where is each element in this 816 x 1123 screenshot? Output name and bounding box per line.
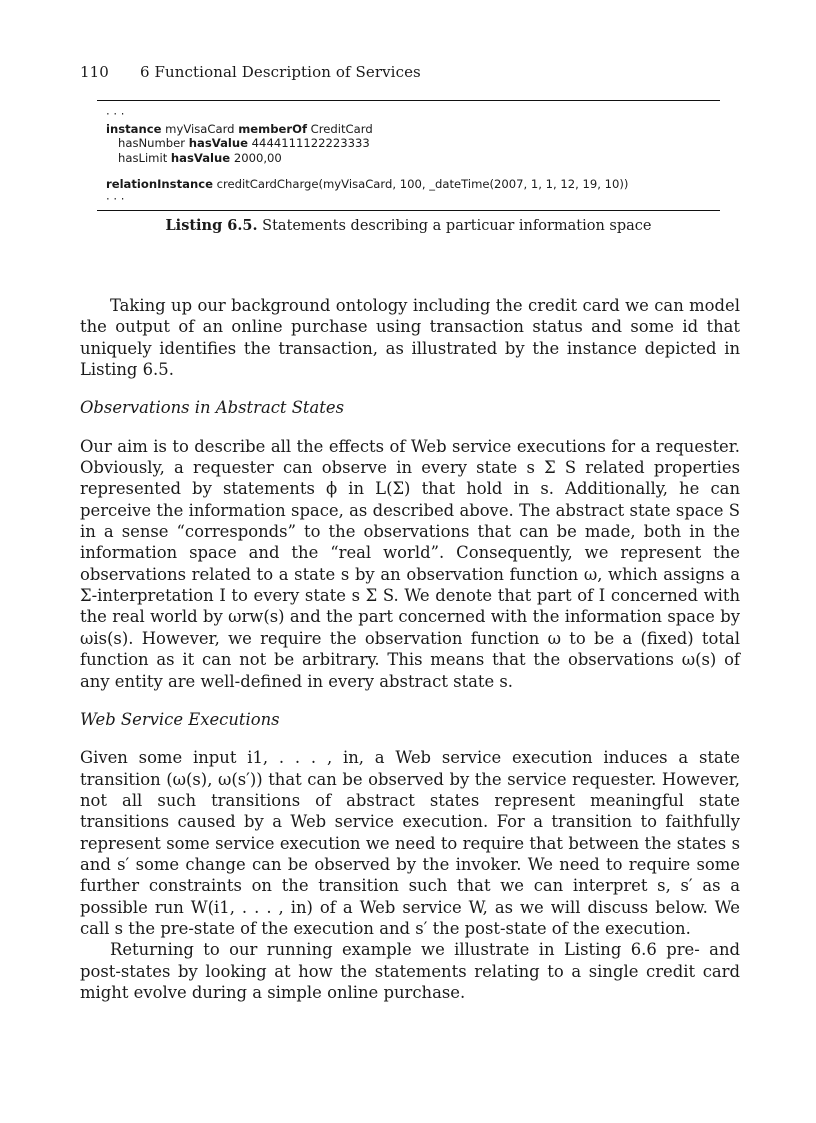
listing-keyword: instance — [106, 121, 162, 136]
listing-token: creditCardCharge(myVisaCard, 100, _dateTime(2007, 1, 1, 12, 19, 10)) — [212, 177, 629, 191]
listing-bottom-rule — [97, 210, 720, 211]
section-heading-web-service-executions: Web Service Executions — [80, 709, 280, 729]
section-heading-observations: Observations in Abstract States — [80, 398, 344, 418]
listing-keyword: hasValue — [188, 136, 248, 150]
listing-token: 2000,00 — [230, 150, 282, 165]
listing-line — [106, 177, 720, 192]
body-text — [80, 295, 740, 1003]
paragraph-running-example: Returning to our running example we illustrate in Listing 6.6 pre- and post-states by looking at how the statements relating to a single credit card might evolve during a simple online purchase. — [80, 940, 740, 1002]
listing-blank-line — [106, 165, 720, 177]
listing-keyword: relationInstance — [106, 177, 213, 191]
paragraph-background-ontology: Taking up our background ontology including the credit card we can model the output of an online purchase using transaction status and some id that uniquely identifies the transaction, as illustrated by the instance depicted in Listing 6.5. — [80, 296, 740, 380]
listing-token: myVisaCard — [161, 121, 239, 136]
listing-caption-label: Listing 6.5. — [165, 217, 258, 234]
listing-token: 4444111122223333 — [248, 136, 370, 150]
paragraph-web-service-executions: Given some input i1, . . . , in, a Web service execution induces a state transition (ω(s), ω(s′)) that can be observed by the service requester. However, not all such transitions of abstract states represent meaningful state transitions caused by a Web service execution. For a transition to faithfully represent some service execution we need to require that between the states s and s′ some change can be observed by the invoker. We need to require some further constraints on the transition such that we can interpret s, s′ as a possible run W(i1, . . . , in) of a Web service W, as we will discuss below. We call s the pre-state of the execution and s′ the post-state of the execution. — [80, 748, 740, 938]
listing-token: · · · — [106, 107, 125, 121]
listing-token: hasLimit — [118, 150, 171, 165]
listing-code — [97, 101, 720, 210]
listing-line — [106, 122, 720, 137]
listing-caption — [97, 217, 720, 234]
listing-token: CreditCard — [307, 121, 373, 136]
listing-line — [106, 107, 720, 122]
listing-line — [106, 151, 720, 166]
listing-line — [106, 136, 720, 151]
listing-keyword: memberOf — [238, 121, 307, 136]
listing-token: · · · — [106, 191, 125, 206]
paragraph-observations: Our aim is to describe all the effects of Web service executions for a requester. Obviously, a requester can observe in every state s Σ S related properties represented by statements ϕ in L(Σ) that hold in s. Additionally, he can perceive the information space, as described above. The abstract state space S in a sense “corresponds” to the observations that can be made, both in the information space and the “real world”. Consequently, we represent the observations related to a state s by an observation function ω, which assigns a Σ-interpretation I to every state s Σ S. We denote that part of I concerned with the real world by ωrw(s) and the part concerned with the information space by ωis(s). However, we require the observation function ω to be a (fixed) total function as it can not be arbitrary. This means that the observations ω(s) of any entity are well-defined in every abstract state s. — [80, 436, 740, 691]
chapter-title: 6 Functional Description of Services — [140, 63, 421, 81]
listing-6-5 — [97, 100, 720, 234]
listing-token: hasNumber — [118, 136, 189, 150]
listing-line — [106, 192, 720, 207]
running-header — [80, 63, 421, 81]
listing-caption-text: Statements describing a particuar information space — [257, 218, 652, 234]
listing-keyword: hasValue — [170, 150, 231, 165]
page-number: 110 — [80, 63, 109, 81]
